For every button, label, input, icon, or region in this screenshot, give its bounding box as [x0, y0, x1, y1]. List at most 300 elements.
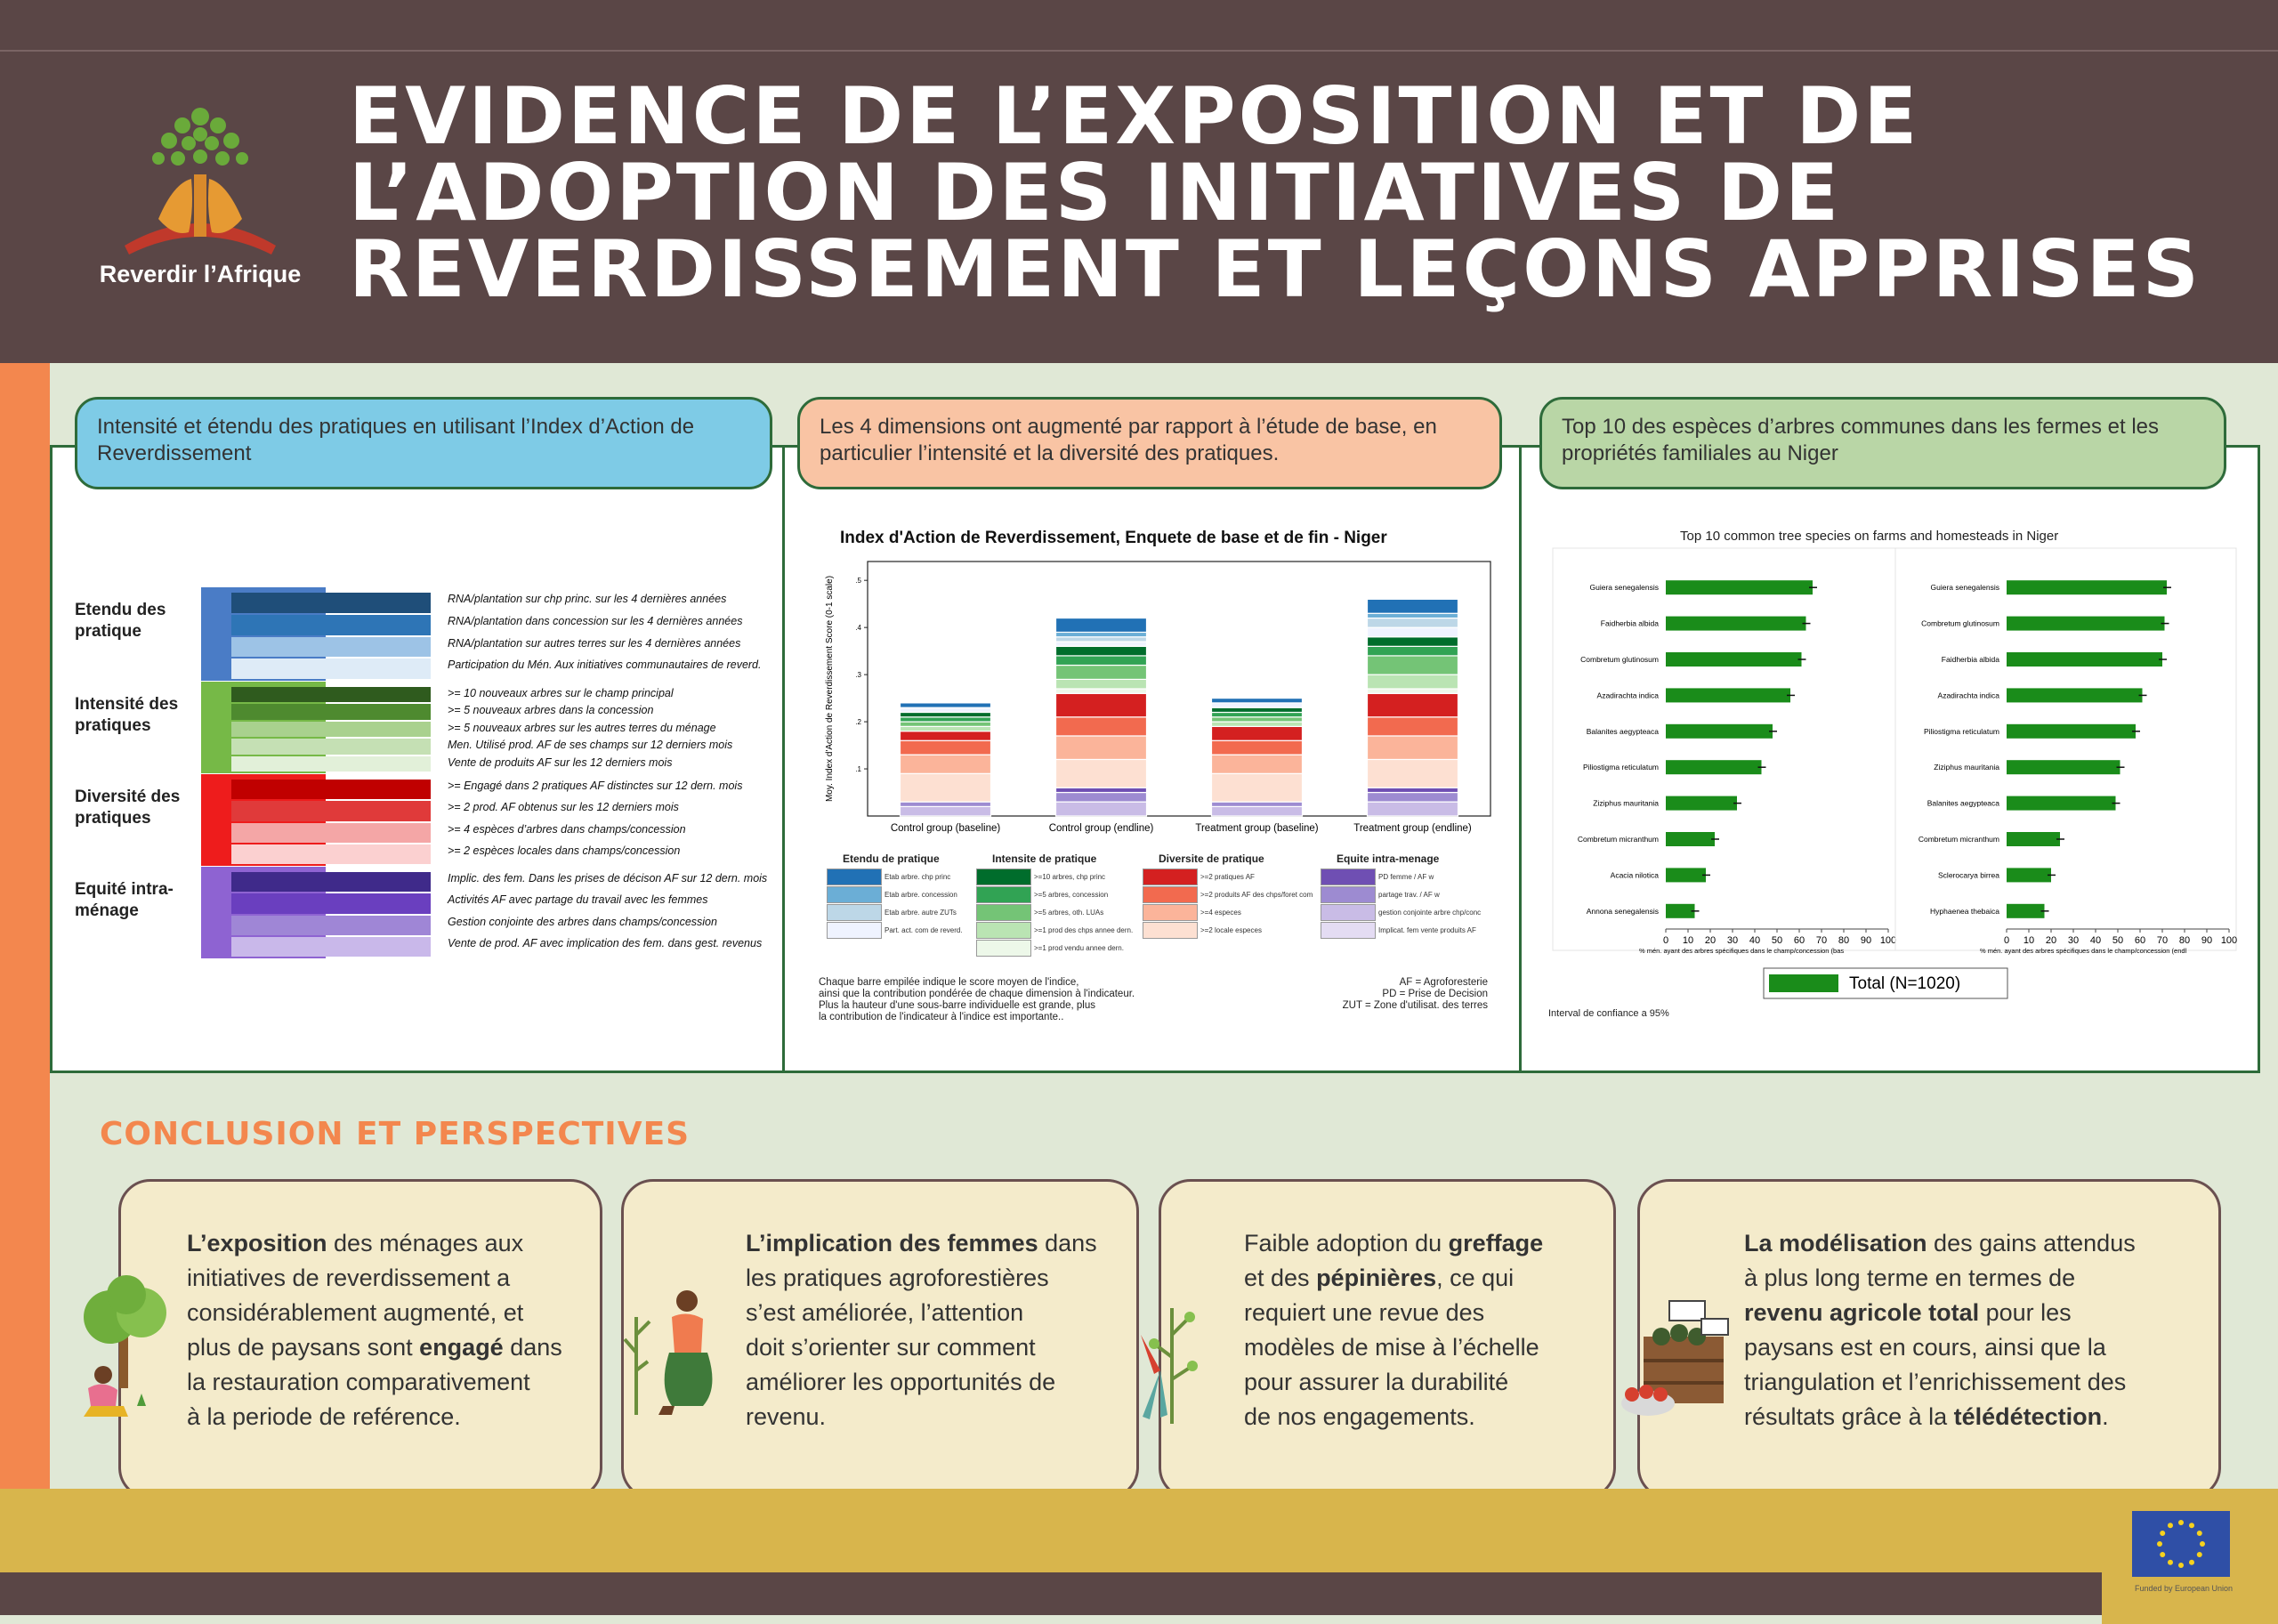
- eu-star: [2168, 1523, 2173, 1528]
- legend-entry-label: >=2 produits AF des chps/foret com: [1200, 891, 1313, 899]
- note-line: PD = Prise de Decision: [1382, 989, 1488, 999]
- emphasis-text: L’exposition: [187, 1230, 327, 1256]
- species-label: Combretum glutinosum: [1580, 655, 1659, 664]
- species-label: Combretum glutinosum: [1921, 618, 1999, 628]
- emphasis-text: pépinières: [1316, 1264, 1437, 1291]
- indicator-stripe: [231, 823, 431, 843]
- species-label: Sclerocarya birrea: [1938, 870, 1999, 880]
- x-category-label: Control group (baseline): [890, 823, 1001, 834]
- eu-star: [2160, 1531, 2165, 1536]
- stacked-bar-segment: [1212, 726, 1303, 740]
- species-bar: [2007, 760, 2120, 774]
- card-text-run: , ce qui: [1436, 1264, 1515, 1291]
- chart-note-right: [1264, 977, 1488, 1012]
- species-bar: [2007, 652, 2162, 667]
- indicator-label: Implic. des fem. Dans les prises de décison AF sur 12 dern. mois: [448, 872, 768, 885]
- species-bar: [1666, 724, 1773, 739]
- emphasis-text: revenu agricole total: [1744, 1299, 1980, 1326]
- card-text-run: pour assurer la durabilité: [1244, 1369, 1509, 1395]
- card-text-run: les pratiques agroforestières: [746, 1264, 1049, 1291]
- left-accent-bar: [0, 363, 50, 1489]
- legend-entry-label: Etab arbre. autre ZUTs: [885, 909, 957, 917]
- card-text-run: résultats grâce à la: [1744, 1403, 1954, 1430]
- legend-entry-label: Etab arbre. chp princ: [885, 873, 951, 881]
- emphasis-text: greffage: [1448, 1230, 1544, 1256]
- card-text-run: requiert une revue des: [1244, 1299, 1485, 1326]
- card-line: [746, 1330, 1097, 1365]
- note-line: la contribution de l'indicateur à l'indice est importante..: [819, 1012, 1064, 1022]
- stacked-bar-segment: [1368, 759, 1458, 788]
- legend-entry-label: >=10 arbres, chp princ: [1034, 873, 1106, 881]
- card-line: [1744, 1226, 2136, 1261]
- species-bar: [2007, 580, 2167, 594]
- species-bar: [2007, 904, 2045, 918]
- stacked-bar-segment: [1212, 703, 1303, 707]
- emphasis-text: L’implication des femmes: [746, 1230, 1038, 1256]
- indicator-stripe: [231, 658, 431, 679]
- legend-swatch: [1321, 922, 1376, 939]
- stacked-bar-chart: [814, 547, 1499, 854]
- species-label: Azadirachta indica: [1937, 691, 1999, 700]
- species-label: Balanites aegypteaca: [1927, 798, 1999, 808]
- stacked-bar-segment: [1368, 736, 1458, 759]
- species-bar: [2007, 724, 2136, 739]
- eu-star: [2200, 1541, 2205, 1547]
- legend-label: Total (N=1020): [1849, 974, 1961, 993]
- legend-swatch: [827, 904, 882, 921]
- y-axis-label: Moy. Index d'Action de Reverdissement Score (0-1 scale): [825, 575, 835, 803]
- stacked-bar-segment: [1212, 740, 1303, 755]
- card-text-run: améliorer les opportunités de: [746, 1369, 1056, 1395]
- indicator-stripe: [231, 756, 431, 772]
- species-label: Ziziphus mauritania: [1934, 763, 1999, 772]
- stacked-bar-segment: [1056, 656, 1147, 666]
- dimension-label: Equité intra-ménage: [75, 880, 174, 920]
- species-bar: [1666, 617, 1806, 631]
- stacked-bar-segment: [1056, 666, 1147, 680]
- card-text-run: des gains attendus: [1927, 1230, 2136, 1256]
- card-line: [1244, 1261, 1543, 1296]
- x-tick-label: 30: [1726, 935, 1739, 946]
- card-text-run: Faible adoption du: [1244, 1230, 1449, 1256]
- legend-swatch: [1321, 886, 1376, 903]
- legend-swatch: [976, 886, 1031, 903]
- card-text-run: de nos engagements.: [1244, 1403, 1475, 1430]
- species-bar: [2007, 832, 2060, 846]
- stacked-bar-segment: [1056, 642, 1147, 646]
- legend-swatch: [827, 869, 882, 885]
- card-text-run: à la periode de reférence.: [187, 1403, 461, 1430]
- x-tick-label: 90: [1860, 935, 1872, 946]
- panel-frame: [1895, 548, 2236, 950]
- eu-star: [2178, 1563, 2184, 1568]
- stacked-bar-segment: [1368, 693, 1458, 716]
- indicator-label: RNA/plantation sur autres terres sur les 4 dernières années: [448, 636, 741, 650]
- y-tick-label: .2: [855, 718, 861, 727]
- legend-swatch: [1143, 869, 1198, 885]
- species-label: Combretum micranthum: [1577, 835, 1659, 844]
- eu-star: [2189, 1560, 2194, 1565]
- indicator-stripe: [231, 780, 431, 799]
- card-text-run: .: [2102, 1403, 2109, 1430]
- indicator-stripe: [231, 637, 431, 658]
- legend-entry-label: >=1 prod des chps annee dern.: [1034, 926, 1134, 934]
- stacked-bar-segment: [1212, 773, 1303, 802]
- card-line: [1744, 1330, 2136, 1365]
- legend-entry-label: PD femme / AF w: [1378, 873, 1434, 881]
- indicator-label: Gestion conjointe des arbres dans champs/concession: [448, 915, 717, 928]
- legend-swatch: [976, 922, 1031, 939]
- note-line: Plus la hauteur d'une sous-barre individuelle est grande, plus: [819, 1000, 1095, 1011]
- pruning-shears-icon: [1123, 1281, 1221, 1437]
- y-tick-label: .4: [855, 624, 861, 633]
- stacked-bar-segment: [1056, 736, 1147, 759]
- indicator-stripe: [231, 722, 431, 737]
- card-text-run: dans: [503, 1334, 562, 1361]
- confidence-note: Interval de confiance a 95%: [1548, 1008, 1669, 1019]
- stacked-bar-segment: [1056, 693, 1147, 716]
- title-line-3: REVERDISSEMENT ET LEÇONS APPRISES: [349, 223, 2202, 315]
- stacked-bar-segment: [1056, 618, 1147, 633]
- card-text-run: triangulation et l’enrichissement des: [1744, 1369, 2127, 1395]
- stacked-bar-segment: [1056, 689, 1147, 693]
- species-label: Piliostigma reticulatum: [1923, 726, 1999, 736]
- indicator-label: >= Engagé dans 2 pratiques AF distinctes sur 12 dern. mois: [448, 780, 743, 792]
- stacked-bar-segment: [1368, 618, 1458, 628]
- legend-swatch: [976, 869, 1031, 885]
- stacked-bar-segment: [1056, 679, 1147, 689]
- stacked-bar-segment: [1212, 755, 1303, 773]
- species-label: Combretum micranthum: [1918, 835, 1999, 844]
- emphasis-text: La modélisation: [1744, 1230, 1927, 1256]
- card-text-run: initiatives de reverdissement a: [187, 1264, 511, 1291]
- card-text-grafting: [1244, 1226, 1543, 1434]
- stacked-bar-segment: [1212, 699, 1303, 703]
- indicator-stripe: [231, 872, 431, 892]
- indicator-label: Participation du Mén. Aux initiatives communautaires de reverd.: [448, 658, 762, 672]
- card-text-run: à plus long terme en termes de: [1744, 1264, 2076, 1291]
- legend-entry-label: >=2 pratiques AF: [1200, 873, 1255, 881]
- card-text-run: et des: [1244, 1264, 1317, 1291]
- logo-text: Reverdir l’Afrique: [99, 261, 302, 287]
- stacked-bar-segment: [901, 712, 991, 716]
- species-label: Azadirachta indica: [1596, 691, 1659, 700]
- card-line: [746, 1296, 1097, 1330]
- species-label: Annona senegalensis: [1586, 906, 1659, 916]
- stacked-bar-segment: [1368, 788, 1458, 792]
- chart-title-index: Index d'Action de Reverdissement, Enquete de base et de fin - Niger: [840, 529, 1387, 547]
- stacked-bar-segment: [1056, 637, 1147, 642]
- indicator-stripe: [231, 687, 431, 702]
- species-label: Piliostigma reticulatum: [1582, 763, 1659, 772]
- stacked-bar-segment: [1056, 717, 1147, 736]
- stacked-bar-segment: [1212, 722, 1303, 726]
- card-line: [1744, 1261, 2136, 1296]
- card-line: [1244, 1400, 1543, 1434]
- indicator-stripe: [231, 801, 431, 820]
- card-text-modelling: [1744, 1226, 2136, 1434]
- dimension-label: Intensité des pratiques: [75, 695, 179, 735]
- x-axis-label: % mén. ayant des arbres spécifiques dans le champ/concession (bas: [1639, 947, 1845, 955]
- species-bar: [1666, 580, 1813, 594]
- x-tick-label: 70: [1815, 935, 1828, 946]
- legend-swatch: [1321, 869, 1376, 885]
- legend-entry-label: Part. act. com de reverd.: [885, 926, 963, 934]
- species-label: Faidherbia albida: [1600, 618, 1659, 628]
- stacked-bar-segment: [1056, 793, 1147, 803]
- farmer-tree-icon: [57, 1273, 190, 1424]
- indicator-stripe: [231, 916, 431, 935]
- species-bar: [1666, 832, 1715, 846]
- title-line-1: EVIDENCE DE L’EXPOSITION ET DE: [349, 70, 1920, 162]
- x-category-label: Control group (endline): [1048, 823, 1154, 834]
- legend-swatch: [976, 940, 1031, 957]
- eu-star: [2197, 1552, 2202, 1557]
- footer-band: [0, 1489, 2278, 1572]
- indicator-stripe: [231, 893, 431, 913]
- panel-frame: [1553, 548, 1895, 950]
- legend-entry-label: gestion conjointe arbre chp/conc: [1378, 909, 1482, 917]
- eu-star: [2197, 1531, 2202, 1536]
- card-text-run: paysans est en cours, ainsi que la: [1744, 1334, 2106, 1361]
- stacked-bar-segment: [901, 806, 991, 816]
- indicator-label: RNA/plantation dans concession sur les 4 dernières années: [448, 614, 743, 627]
- legend-entry-label: Etab arbre. concession: [885, 891, 957, 899]
- indicator-label: Men. Utilisé prod. AF de ses champs sur 12 derniers mois: [448, 739, 733, 752]
- stacked-bar-segment: [1368, 656, 1458, 675]
- x-tick-label: 20: [2045, 935, 2057, 946]
- stacked-bar-segment: [901, 731, 991, 741]
- x-tick-label: 10: [2023, 935, 2035, 946]
- card-text-run: revenu.: [746, 1403, 827, 1430]
- indicator-label: >= 4 espèces d’arbres dans champs/concession: [448, 822, 686, 836]
- species-label: Ziziphus mauritania: [1593, 798, 1659, 808]
- emphasis-text: télédétection: [1953, 1403, 2103, 1430]
- indicator-stripe: [231, 937, 431, 957]
- stacked-bar-segment: [1368, 675, 1458, 689]
- stacked-bar-segment: [1368, 793, 1458, 803]
- legend-swatch: [1321, 904, 1376, 921]
- stacked-bar-segment: [901, 802, 991, 806]
- indicator-label: Vente de prod. AF avec implication des fem. dans gest. revenus: [448, 936, 763, 949]
- stacked-bar-segment: [1056, 632, 1147, 636]
- legend-entry-label: Implicat. fem vente produits AF: [1378, 926, 1476, 934]
- card-line: [1244, 1330, 1543, 1365]
- legend-entry-label: partage trav. / AF w: [1378, 891, 1440, 899]
- card-text-run: dans: [1038, 1230, 1097, 1256]
- chart-title-species: Top 10 common tree species on farms and homesteads in Niger: [1680, 529, 2059, 544]
- note-line: Chaque barre empilée indique le score moyen de l'indice,: [819, 977, 1079, 988]
- species-label: Guiera senegalensis: [1930, 583, 1999, 593]
- page-title: [349, 70, 2253, 315]
- card-line: [1744, 1296, 2136, 1330]
- title-line-2: L’ADOPTION DES INITIATIVES DE: [349, 147, 1842, 238]
- conclusion-title: CONCLUSION ET PERSPECTIVES: [100, 1116, 691, 1152]
- card-line: [746, 1226, 1097, 1261]
- stacked-bar-segment: [1056, 646, 1147, 656]
- indicator-label: >= 5 nouveaux arbres sur les autres terres du ménage: [448, 721, 716, 734]
- y-tick-label: .3: [855, 671, 861, 680]
- footer-strip: [0, 1572, 2102, 1615]
- eu-star: [2168, 1560, 2173, 1565]
- legend-entry-label: >=5 arbres, oth. LUAs: [1034, 909, 1104, 917]
- indicator-label: Vente de produits AF sur les 12 derniers mois: [448, 755, 673, 769]
- species-label: Faidherbia albida: [1941, 655, 1999, 664]
- card-line: [1744, 1400, 2136, 1434]
- legend-entry-label: >=4 especes: [1200, 909, 1241, 917]
- x-tick-label: 10: [1682, 935, 1694, 946]
- card-line: [1744, 1365, 2136, 1400]
- eu-star: [2160, 1552, 2165, 1557]
- species-bar: [2007, 868, 2051, 882]
- species-bar: [1666, 760, 1762, 774]
- x-tick-label: 0: [2003, 935, 2010, 946]
- card-line: [187, 1365, 562, 1400]
- card-text-run: s’est améliorée, l’attention: [746, 1299, 1024, 1326]
- species-label: Hyphaenea thebaica: [1930, 906, 1999, 916]
- indicator-stripe: [231, 739, 431, 754]
- stacked-bar-segment: [1212, 806, 1303, 816]
- stacked-bar-segment: [1368, 689, 1458, 693]
- legend-group-title: Etendu de pratique: [843, 852, 940, 865]
- x-axis-label: % mén. ayant des arbres spécifiques dans le champ/concession (endl: [1980, 947, 2187, 955]
- tab-top-species: Top 10 des espèces d’arbres communes dans les fermes et les propriétés familiales au Niger: [1539, 397, 2226, 489]
- header-banner: [0, 52, 2278, 363]
- stacked-bar-segment: [901, 717, 991, 722]
- x-tick-label: 90: [2201, 935, 2213, 946]
- tab-index-intensity: Intensité et étendu des pratiques en utilisant l’Index d’Action de Reverdissement: [75, 397, 772, 489]
- species-bar: [1666, 688, 1790, 702]
- card-text-run: des ménages aux: [327, 1230, 524, 1256]
- emphasis-text: engagé: [419, 1334, 504, 1361]
- x-category-label: Treatment group (baseline): [1195, 823, 1319, 834]
- stacked-bar-segment: [901, 740, 991, 755]
- indicator-stripe: [231, 615, 431, 635]
- species-bar: [2007, 796, 2116, 811]
- legend-swatch: [1769, 974, 1838, 992]
- card-line: [187, 1261, 562, 1296]
- card-line: [746, 1400, 1097, 1434]
- x-tick-label: 20: [1704, 935, 1717, 946]
- x-tick-label: 30: [2067, 935, 2080, 946]
- card-line: [187, 1330, 562, 1365]
- card-line: [1244, 1365, 1543, 1400]
- eu-star: [2189, 1523, 2194, 1528]
- x-tick-label: 50: [1771, 935, 1783, 946]
- indicator-label: >= 2 prod. AF obtenus sur les 12 derniers mois: [448, 801, 679, 814]
- eu-funding-text: Funded by European Union: [2134, 1584, 2234, 1593]
- species-label: Balanites aegypteaca: [1586, 726, 1659, 736]
- chart-note-left: [819, 977, 1135, 1023]
- x-tick-label: 50: [2112, 935, 2124, 946]
- x-tick-label: 80: [1838, 935, 1850, 946]
- x-tick-label: 40: [2089, 935, 2102, 946]
- card-text-run: plus de paysans sont: [187, 1334, 420, 1361]
- panel-divider: [1519, 445, 1522, 1073]
- legend-swatch: [827, 922, 882, 939]
- indicator-label: RNA/plantation sur chp princ. sur les 4 dernières années: [448, 593, 727, 605]
- indicator-label: >= 10 nouveaux arbres sur le champ principal: [448, 687, 674, 699]
- stacked-bar-segment: [901, 755, 991, 773]
- legend-group-title: Equite intra-menage: [1337, 852, 1440, 865]
- indicator-label: >= 2 espèces locales dans champs/concession: [448, 844, 681, 857]
- woman-planting-icon: [623, 1281, 730, 1433]
- stacked-bar-segment: [901, 707, 991, 712]
- legend-swatch: [827, 886, 882, 903]
- card-text-exposure: [187, 1226, 562, 1434]
- card-line: [746, 1261, 1097, 1296]
- produce-crates-icon: [1612, 1292, 1746, 1426]
- legend-group-title: Diversite de pratique: [1159, 852, 1264, 865]
- legend-entry-label: >=5 arbres, concession: [1034, 891, 1109, 899]
- stacked-bar-segment: [1056, 802, 1147, 816]
- tab-dimensions-increase: Les 4 dimensions ont augmenté par rapport à l’étude de base, en particulier l’intensité et la diversité des pratiques.: [797, 397, 1502, 489]
- legend-swatch: [1143, 922, 1198, 939]
- species-bar: [2007, 688, 2143, 702]
- species-label: Guiera senegalensis: [1589, 583, 1659, 593]
- indicator-stripe: [231, 704, 431, 719]
- card-text-run: doit s’orienter sur comment: [746, 1334, 1036, 1361]
- stacked-bar-segment: [901, 722, 991, 726]
- x-tick-label: 60: [1793, 935, 1805, 946]
- stacked-bar-segment: [1368, 717, 1458, 736]
- species-bar: [1666, 904, 1695, 918]
- card-text-run: considérablement augmenté, et: [187, 1299, 524, 1326]
- note-line: ainsi que la contribution pondérée de chaque dimension à l'indicateur.: [819, 989, 1135, 999]
- eu-flag-icon: [2132, 1511, 2230, 1577]
- indicator-stripe: [231, 593, 431, 613]
- legend-entry-label: >=1 prod vendu annee dern.: [1034, 944, 1124, 952]
- indicator-label: Activités AF avec partage du travail avec les femmes: [448, 893, 708, 907]
- stacked-bar-segment: [901, 726, 991, 731]
- card-text-women: [746, 1226, 1097, 1434]
- stacked-bar-segment: [1212, 717, 1303, 722]
- species-label: Acacia nilotica: [1610, 870, 1659, 880]
- species-bar-chart: [1539, 545, 2242, 993]
- indicator-stripe: [231, 844, 431, 864]
- stacked-bar-segment: [1368, 627, 1458, 637]
- stacked-bar-segment: [1212, 707, 1303, 712]
- x-tick-label: 40: [1749, 935, 1761, 946]
- footer-corner: [2102, 1572, 2278, 1624]
- y-tick-label: .1: [855, 765, 861, 774]
- indicator-label: >= 5 nouveaux arbres dans la concession: [448, 704, 654, 717]
- card-line: [1244, 1226, 1543, 1261]
- stacked-bar-segment: [901, 773, 991, 802]
- legend-group-title: Intensite de pratique: [992, 852, 1097, 865]
- species-bar: [1666, 652, 1802, 667]
- stacked-bar-segment: [901, 703, 991, 707]
- x-tick-label: 0: [1662, 935, 1669, 946]
- species-bar: [1666, 796, 1737, 811]
- stacked-bar-segment: [1056, 788, 1147, 792]
- stacked-bar-segment: [1212, 802, 1303, 806]
- y-tick-label: .5: [855, 577, 861, 586]
- card-text-run: la restauration comparativement: [187, 1369, 530, 1395]
- card-line: [746, 1365, 1097, 1400]
- card-line: [187, 1296, 562, 1330]
- stacked-bar-segment: [1368, 802, 1458, 816]
- species-bar: [2007, 617, 2165, 631]
- dimension-label: Diversité des pratiques: [75, 788, 181, 828]
- note-line: AF = Agroforesterie: [1399, 977, 1488, 988]
- eu-star: [2157, 1541, 2162, 1547]
- legend-swatch: [1143, 886, 1198, 903]
- stacked-bar-segment: [1368, 613, 1458, 618]
- stacked-bar-segment: [1368, 646, 1458, 656]
- card-text-run: modèles de mise à l’échelle: [1244, 1334, 1539, 1361]
- stacked-bar-segment: [1212, 712, 1303, 716]
